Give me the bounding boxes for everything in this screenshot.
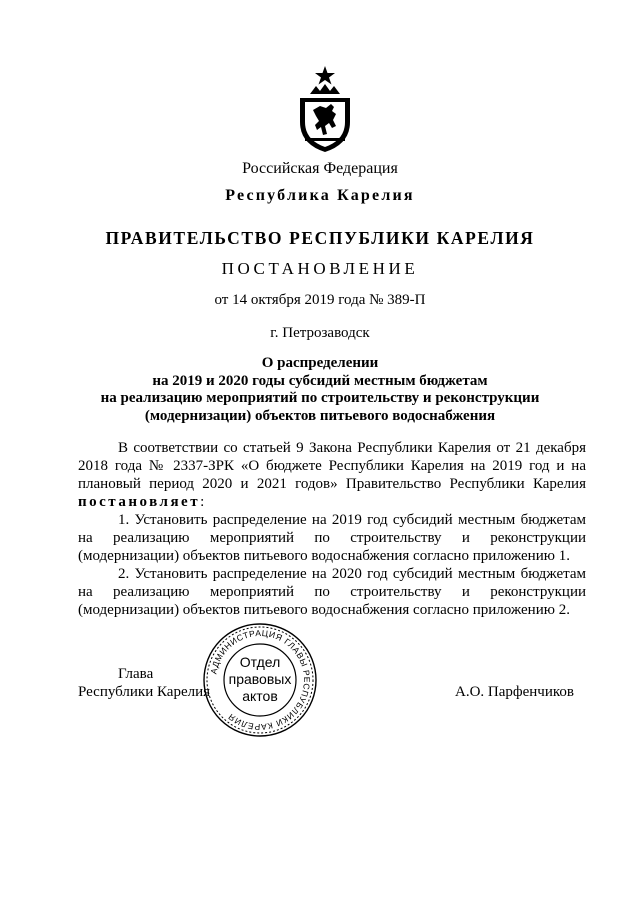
stamp-ring-text: АДМИНИСТРАЦИЯ ГЛАВЫ РЕСПУБЛИКИ КАРЕЛИЯ xyxy=(208,627,313,733)
karelia-coat-of-arms-icon xyxy=(296,64,354,154)
title-line: (модернизации) объектов питьевого водоснабжения xyxy=(144,407,496,424)
title-line: на 2019 и 2020 годы субсидий местным бюджетам xyxy=(152,372,488,389)
item-2-paragraph: 2. Установить распределение на 2020 год субсидий местным бюджетам на реализацию мероприятий по строительству и реконструкции (модернизации) объектов питьевого водоснабжения согласно приложению 2. xyxy=(78,566,586,618)
intro-text: В соответствии со статьей 9 Закона Республики Карелия от 21 декабря 2018 года № 2337-ЗРК «О бюджете Республики Карелия на 2019 год и на плановый период 2020 и 2021 годов» Правительство Республики Карелия xyxy=(78,440,586,492)
government-name: ПРАВИТЕЛЬСТВО РЕСПУБЛИКИ КАРЕЛИЯ xyxy=(105,228,535,248)
stamp-line-3: актов xyxy=(242,688,278,704)
stamp-line-1: Отдел xyxy=(239,654,281,670)
document-type: ПОСТАНОВЛЕНИЕ xyxy=(221,259,419,278)
signatory-name: А.О. Парфенчиков xyxy=(455,684,574,700)
intro-paragraph xyxy=(78,439,586,511)
stamp-line-2: правовых xyxy=(228,671,292,687)
date-and-number: от 14 октября 2019 года № 389-П xyxy=(214,292,426,308)
signatory-position: Глава xyxy=(118,666,154,682)
title-line: на реализацию мероприятий по строительству и реконструкции xyxy=(100,390,540,406)
country-name: Российская Федерация xyxy=(242,160,398,177)
signatory-position-republic: Республики Карелия xyxy=(78,684,211,700)
resolves-word: постановляет xyxy=(78,494,201,510)
resolves-colon: : xyxy=(200,494,205,510)
document-title xyxy=(60,355,580,425)
city: г. Петрозаводск xyxy=(270,325,370,341)
official-stamp xyxy=(200,620,320,740)
item-1-paragraph: 1. Установить распределение на 2019 год субсидий местным бюджетам на реализацию мероприятий по строительству и реконструкции (модернизации) объектов питьевого водоснабжения согласно приложению 1. xyxy=(78,512,586,564)
title-line: О распределении xyxy=(261,355,379,371)
document-body xyxy=(78,439,586,619)
republic-name: Республика Карелия xyxy=(225,187,415,204)
